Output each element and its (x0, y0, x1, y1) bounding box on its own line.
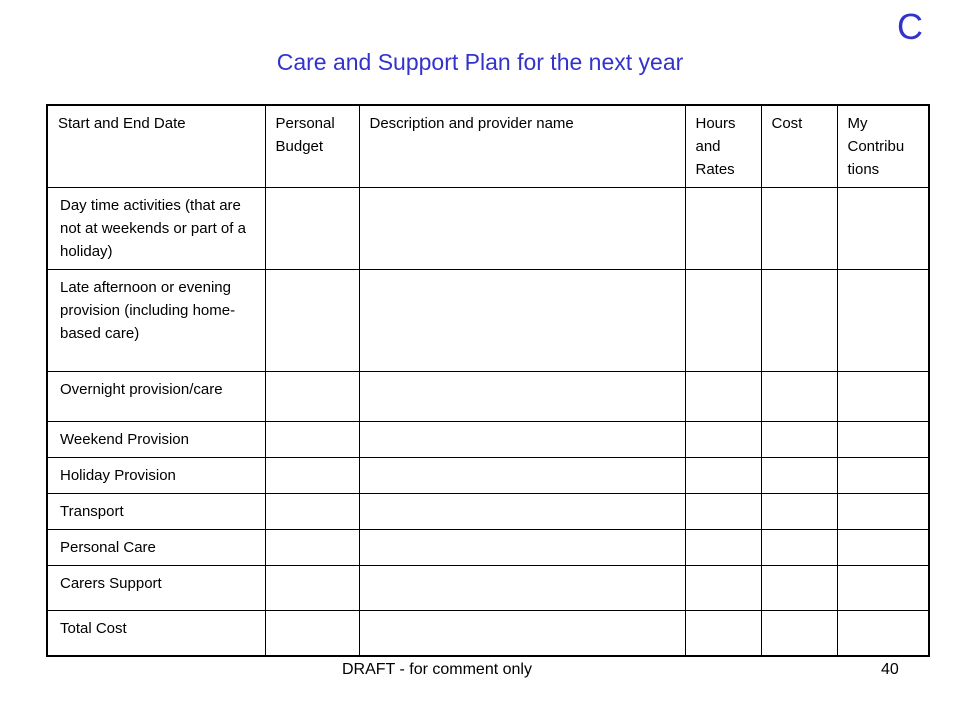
table-cell[interactable] (837, 458, 929, 494)
table-header-row (47, 105, 929, 188)
table-cell[interactable] (761, 270, 837, 372)
draft-notice: DRAFT - for comment only (342, 661, 532, 678)
table-cell[interactable] (359, 530, 685, 566)
table-cell[interactable] (685, 422, 761, 458)
care-plan-table (46, 104, 930, 657)
table-cell[interactable] (837, 530, 929, 566)
column-header-budget: Personal Budget (265, 105, 359, 188)
table-row (47, 566, 929, 611)
table-row (47, 422, 929, 458)
table-cell[interactable] (761, 188, 837, 270)
table-cell[interactable] (265, 530, 359, 566)
table-cell[interactable] (359, 458, 685, 494)
table-row (47, 458, 929, 494)
table-cell[interactable] (265, 494, 359, 530)
table-cell[interactable] (359, 566, 685, 611)
table-cell[interactable] (359, 422, 685, 458)
column-header-dates: Start and End Date (47, 105, 265, 188)
table-cell[interactable] (685, 530, 761, 566)
table-cell[interactable] (265, 372, 359, 422)
table-row (47, 494, 929, 530)
row-label-evening: Late afternoon or evening provision (including home-based care) (47, 270, 265, 372)
table-row (47, 530, 929, 566)
table-row (47, 611, 929, 656)
table-cell[interactable] (685, 566, 761, 611)
table-row (47, 188, 929, 270)
table-cell[interactable] (265, 611, 359, 656)
row-label-overnight: Overnight provision/care (47, 372, 265, 422)
table-cell[interactable] (685, 494, 761, 530)
table-cell[interactable] (685, 270, 761, 372)
table-cell[interactable] (761, 611, 837, 656)
column-header-description: Description and provider name (359, 105, 685, 188)
table-cell[interactable] (359, 494, 685, 530)
row-label-weekend: Weekend Provision (47, 422, 265, 458)
table-cell[interactable] (837, 611, 929, 656)
row-label-personal-care: Personal Care (47, 530, 265, 566)
table-cell[interactable] (359, 270, 685, 372)
table-cell[interactable] (359, 611, 685, 656)
page-number: 40 (881, 661, 899, 678)
table-cell[interactable] (761, 372, 837, 422)
table-cell[interactable] (359, 188, 685, 270)
table-cell[interactable] (837, 372, 929, 422)
table-cell[interactable] (837, 494, 929, 530)
table-cell[interactable] (265, 458, 359, 494)
table-cell[interactable] (761, 422, 837, 458)
table-cell[interactable] (837, 270, 929, 372)
table-cell[interactable] (837, 188, 929, 270)
row-label-total-cost: Total Cost (47, 611, 265, 656)
table-cell[interactable] (685, 188, 761, 270)
table-cell[interactable] (265, 566, 359, 611)
table-cell[interactable] (265, 188, 359, 270)
table-row (47, 372, 929, 422)
column-header-hours: Hours and Rates (685, 105, 761, 188)
table-cell[interactable] (359, 372, 685, 422)
row-label-daytime: Day time activities (that are not at weekends or part of a holiday) (47, 188, 265, 270)
table-cell[interactable] (685, 458, 761, 494)
row-label-holiday: Holiday Provision (47, 458, 265, 494)
column-header-contributions: My Contribu tions (837, 105, 929, 188)
table-cell[interactable] (761, 494, 837, 530)
table-cell[interactable] (761, 566, 837, 611)
column-header-cost: Cost (761, 105, 837, 188)
section-letter: C (897, 6, 923, 47)
page-title: Care and Support Plan for the next year (276, 49, 684, 75)
row-label-carers-support: Carers Support (47, 566, 265, 611)
table-cell[interactable] (837, 566, 929, 611)
table-cell[interactable] (265, 270, 359, 372)
table-cell[interactable] (761, 530, 837, 566)
row-label-transport: Transport (47, 494, 265, 530)
table-row (47, 270, 929, 372)
table-cell[interactable] (265, 422, 359, 458)
table-cell[interactable] (837, 422, 929, 458)
table-cell[interactable] (761, 458, 837, 494)
table-cell[interactable] (685, 372, 761, 422)
table-cell[interactable] (685, 611, 761, 656)
